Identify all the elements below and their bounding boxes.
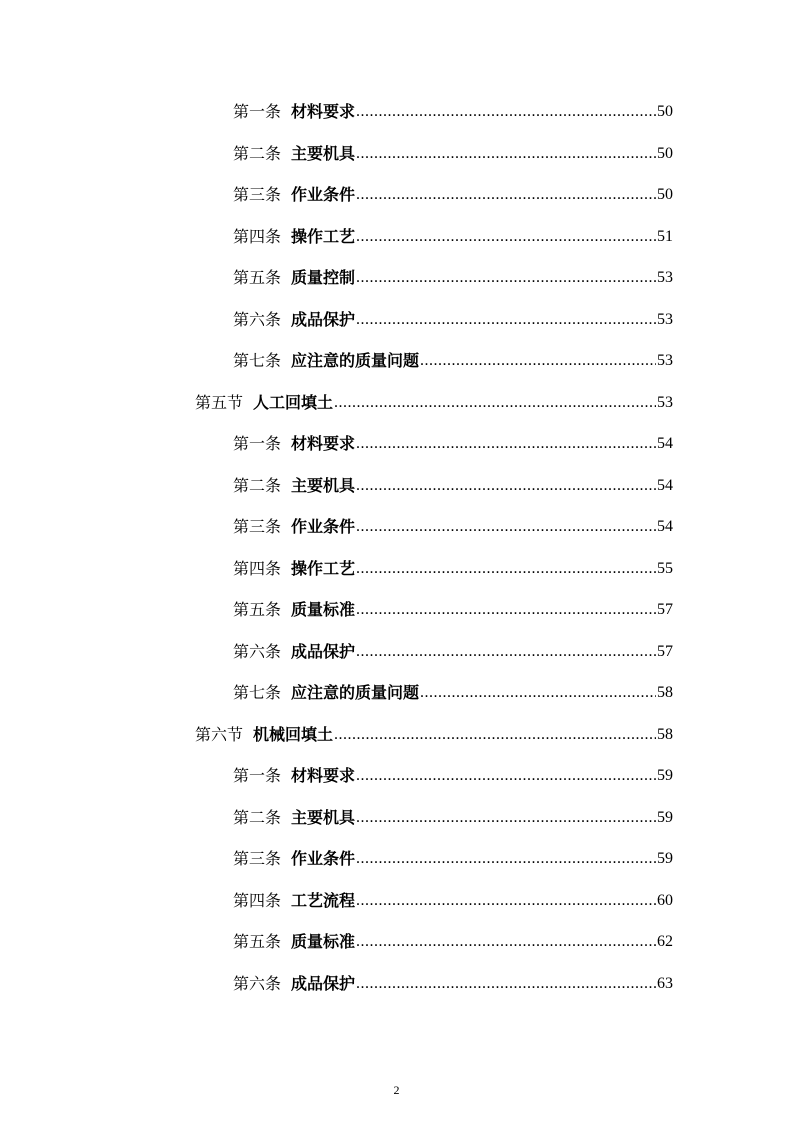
toc-entry[interactable] [233,636,673,662]
dot-leader [356,434,656,454]
toc-entry-number: 第五节 [195,393,244,412]
dot-leader [356,476,656,496]
toc-entry[interactable] [233,179,673,205]
toc-entry-page: 55 [657,560,673,577]
toc-entry-page: 51 [657,228,673,245]
toc-entry[interactable] [233,968,673,994]
toc-entry-number: 第三条 [233,849,282,868]
toc-entry[interactable] [233,553,673,579]
toc-entry-number: 第六条 [233,642,282,661]
toc-entry-title: 材料要求 [291,102,356,121]
toc-entry[interactable] [233,802,673,828]
toc-entry-page: 60 [657,892,673,909]
dot-leader [356,642,656,662]
toc-entry[interactable] [233,843,673,869]
toc-entry[interactable] [233,262,673,288]
toc-entry-title: 操作工艺 [291,227,356,246]
toc-entry-number: 第五条 [233,600,282,619]
toc-section-entry[interactable] [195,719,673,745]
dot-leader [356,227,656,247]
toc-entry-number: 第一条 [233,434,282,453]
toc-entry-title: 成品保护 [291,642,356,661]
toc-entry-title: 人工回填土 [253,393,334,412]
toc-entry[interactable] [233,511,673,537]
toc-entry[interactable] [233,470,673,496]
toc-entry[interactable] [233,594,673,620]
toc-entry[interactable] [233,428,673,454]
toc-entry[interactable] [233,138,673,164]
toc-entry[interactable] [233,885,673,911]
toc-entry-page: 59 [657,850,673,867]
toc-entry-page: 53 [657,352,673,369]
toc-entry-title: 工艺流程 [291,891,356,910]
toc-entry-number: 第六条 [233,974,282,993]
toc-entry-number: 第七条 [233,683,282,702]
toc-entry-page: 57 [657,601,673,618]
toc-entry-title: 机械回填土 [253,725,334,744]
dot-leader [334,393,656,413]
page-number: 2 [393,1083,400,1097]
toc-entry[interactable] [233,345,673,371]
toc-entry-title: 作业条件 [291,517,356,536]
toc-entry[interactable] [233,677,673,703]
dot-leader [356,268,656,288]
toc-entry-title: 主要机具 [291,144,356,163]
toc-entry-title: 成品保护 [291,974,356,993]
toc-entry[interactable] [233,96,673,122]
toc-entry-title: 应注意的质量问题 [291,351,420,370]
toc-entry-page: 50 [657,186,673,203]
dot-leader [356,185,656,205]
dot-leader [356,974,656,994]
toc-entry-page: 63 [657,975,673,992]
dot-leader [356,102,656,122]
toc-entry-title: 操作工艺 [291,559,356,578]
toc-entry-number: 第三条 [233,185,282,204]
toc-entry-title: 作业条件 [291,849,356,868]
dot-leader [356,849,656,869]
toc-entry-page: 58 [657,726,673,743]
toc-entry-number: 第一条 [233,102,282,121]
toc-entry-page: 53 [657,311,673,328]
dot-leader [420,351,656,371]
dot-leader [356,559,656,579]
toc-entry[interactable] [233,926,673,952]
toc-entry-page: 54 [657,435,673,452]
toc-entry-number: 第六条 [233,310,282,329]
toc-entry-title: 成品保护 [291,310,356,329]
toc-entry-title: 主要机具 [291,476,356,495]
toc-entry-number: 第二条 [233,144,282,163]
toc-section-entry[interactable] [195,387,673,413]
toc-entry-number: 第二条 [233,808,282,827]
toc-entry-page: 50 [657,145,673,162]
dot-leader [356,310,656,330]
toc-entry-number: 第二条 [233,476,282,495]
toc-entry-page: 54 [657,477,673,494]
toc-entry-page: 57 [657,643,673,660]
toc-entry-page: 53 [657,269,673,286]
toc-entry-number: 第六节 [195,725,244,744]
toc-entry[interactable] [233,760,673,786]
toc-entry-page: 62 [657,933,673,950]
dot-leader [420,683,656,703]
dot-leader [356,766,656,786]
toc-entry-title: 质量标准 [291,932,356,951]
toc-entry-number: 第一条 [233,766,282,785]
toc-entry-title: 作业条件 [291,185,356,204]
toc-entry-page: 53 [657,394,673,411]
toc-entry-page: 50 [657,103,673,120]
toc-entry-number: 第四条 [233,891,282,910]
dot-leader [334,725,656,745]
toc-entry-number: 第五条 [233,932,282,951]
toc-entry-number: 第五条 [233,268,282,287]
toc-entry-title: 应注意的质量问题 [291,683,420,702]
dot-leader [356,144,656,164]
toc-entry-number: 第七条 [233,351,282,370]
dot-leader [356,932,656,952]
toc-entry-title: 质量标准 [291,600,356,619]
toc-entry-title: 质量控制 [291,268,356,287]
toc-entry-title: 材料要求 [291,766,356,785]
toc-entry-number: 第四条 [233,559,282,578]
toc-entry-page: 59 [657,809,673,826]
toc-entry[interactable] [233,221,673,247]
dot-leader [356,808,656,828]
toc-entry-title: 材料要求 [291,434,356,453]
toc-entry-page: 54 [657,518,673,535]
dot-leader [356,891,656,911]
toc-entry-page: 59 [657,767,673,784]
toc-entry-page: 58 [657,684,673,701]
toc-entry-title: 主要机具 [291,808,356,827]
dot-leader [356,517,656,537]
dot-leader [356,600,656,620]
toc-entry-number: 第三条 [233,517,282,536]
toc-entry-number: 第四条 [233,227,282,246]
toc-entry[interactable] [233,304,673,330]
